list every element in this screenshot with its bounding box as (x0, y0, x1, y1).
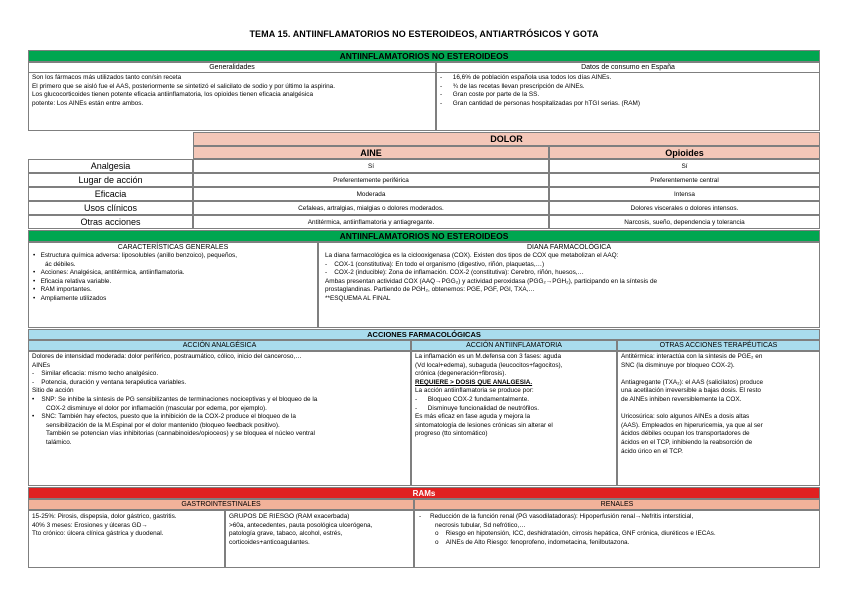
renales-box (414, 510, 820, 568)
dolor-row-label: Otras acciones (28, 215, 193, 229)
otras-line: SNC (la disminuye por bloqueo COX-2). (621, 361, 735, 369)
caracteristicas-box (28, 242, 318, 328)
dolor-row (28, 173, 820, 187)
analgesica-line: • SNC: También hay efectos, puesto que la inhibición de la COX-2 produce el bloqueo de la (32, 413, 296, 421)
otras-line: de AINEs inhiben reversiblemente la COX. (621, 395, 742, 403)
accion-analgesica-box (28, 351, 411, 486)
generalidades-line: Los glucocorticoides tienen potente eficacia antiinflamatoria, los opioides tienen eficacia analgésica (32, 91, 314, 99)
dolor-row (28, 201, 820, 215)
consumo-item: - 16,6% de población española usa todos los días AINEs. (440, 74, 612, 81)
analgesica-line: talámico. (46, 438, 72, 446)
diana-title: DIANA FARMACOLÓGICA (526, 244, 612, 251)
dolor-row-label: Lugar de acción (28, 173, 193, 187)
diana-line: Ambas presentan actividad COX (AAQ→PGG₂) y actividad peroxidasa (PGG₂→PGH₂), participando en la síntesis de (325, 277, 658, 285)
analgesica-line: Dolores de intensidad moderada: dolor periférico, postraumático, cólico, inicio del canceroso,… (32, 353, 302, 360)
accion-antiinflamatoria-box (411, 351, 617, 486)
dolor-row-label: Analgesia (28, 159, 193, 173)
otras-line: Antiagregante (TXA₂): el AAS (salicilatos) produce (621, 378, 764, 386)
diana-line: La diana farmacológica es la ciclooxigenasa (COX). Existen dos tipos de COX que metabolizan el AAQ: (325, 252, 619, 259)
dolor-row-aine: Preferentemente periférica (193, 173, 549, 187)
dolor-row-aine: Moderada (193, 187, 549, 201)
ram-header: RAMs (28, 487, 820, 499)
document-title: TEMA 15. ANTIINFLAMATORIOS NO ESTEROIDEOS, ANTIARTRÓSICOS Y GOTA (249, 29, 599, 39)
dolor-row-label: Usos clínicos (28, 201, 193, 215)
analgesica-line: • SNP: Se inhibe la síntesis de PG sensibilizantes de terminaciones nociceptivas y el bloqueo de la (32, 395, 318, 403)
antiinf-line: - Bloqueo COX-2 fundamentalmente. (415, 395, 530, 403)
renales-line: necrosis tubular, Sd nefrótico,… (435, 521, 526, 529)
antiinf-line: La inflamación es un M.defensa con 3 fases: aguda (415, 353, 562, 360)
analgesica-line: - Potencia, duración y ventana terapéutica variables. (32, 378, 187, 386)
dolor-row-aine: Antitérmica, antiinflamatoria y antiagregante. (193, 215, 549, 229)
otras-line: ácido úrico en el TCP. (621, 447, 683, 455)
consumo-title: Datos de consumo en España (437, 63, 819, 73)
dolor-row-opioides: Sí (549, 159, 820, 173)
consumo-item: - Gran coste por parte de la SS. (440, 91, 540, 99)
renales-line: o Riesgo en hipotensión, ICC, deshidratación, cirrosis hepática, GNF crónica, diuréticos e IECAs. (435, 530, 716, 538)
otras-line: ácidos débiles ocupan los transportadores de (621, 430, 750, 438)
consumo-box (436, 62, 820, 131)
accion-antiinflamatoria-title: ACCIÓN ANTIINFLAMATORIA (411, 340, 617, 351)
caracteristica-item: • Eficacia relativa variable. (33, 277, 112, 285)
caracteristica-item: • RAM importantes. (33, 286, 92, 294)
caracteristica-item: • Ampliamente utilizados (33, 294, 107, 302)
dolor-row-opioides: Preferentemente central (549, 173, 820, 187)
acciones-header: ACCIONES FARMACOLÓGICAS (28, 329, 820, 340)
renales-line: - Reducción de la función renal (PG vasodilatadoras): Hipoperfusión renal→Nefritis intersticial, (419, 513, 694, 520)
analgesica-line: Sitio de acción (32, 387, 74, 395)
diana-line: **ESQUEMA AL FINAL (325, 294, 391, 302)
otras-acciones-title: OTRAS ACCIONES TERAPÉUTICAS (617, 340, 820, 351)
diana-line: - COX-1 (constitutiva): En todo el organismo (digestivo, riñón, plaquetas,…) (325, 260, 545, 268)
diana-box (318, 242, 820, 328)
gastro-line: 15-25%: Pirosis, dispepsia, dolor gástrico, gastritis. (32, 513, 177, 520)
analgesica-line: - Similar eficacia: mismo techo analgésico. (32, 370, 159, 378)
analgesica-line: sensibilización de la M.Espinal por el dolor mantenido (bloqueo feedback positivo). (46, 421, 280, 429)
generalidades-line: potente: Los AINEs están entre ambos. (32, 99, 144, 107)
dolor-col-aine: AINE (193, 146, 549, 159)
caracteristicas-title: CARACTERÍSTICAS GENERALES (117, 244, 229, 251)
otras-line: Uricosúrica: solo algunos AINEs a dosis altas (621, 413, 750, 421)
caracteristica-item: • Estructura química adversa: liposolubles (anillo benzoico), pequeños, (33, 252, 238, 259)
dolor-header: DOLOR (193, 132, 820, 146)
gastro-line: 40% 3 meses: Erosiones y úlceras GD→ (32, 521, 148, 529)
analgesica-line: También se potencian vías inhibitorias (cannabinoides/opioceos) y se bloquea el núcleo ventral (46, 430, 315, 438)
otras-line: ácidos en el TCP, inhibiendo la reabsorción de (621, 438, 753, 446)
dolor-col-opioides: Opioides (549, 146, 820, 159)
generalidades-line: Son los fármacos más utilizados tanto con/sin receta (32, 74, 182, 81)
diana-line: - COX-2 (inducible): Zona de inflamación. COX-2 (constitutiva): Cerebro, riñón, huesos,… (325, 269, 584, 277)
caracteristica-item: • Acciones: Analgésica, antitérmica, antiinflamatoria. (33, 269, 185, 277)
dolor-row (28, 187, 820, 201)
caracteristica-item: ác débiles. (45, 260, 76, 268)
dolor-row-label: Eficacia (28, 187, 193, 201)
riesgo-line: >60a, antecedentes, pauta posológica ulcerógena, (229, 521, 373, 529)
dolor-row-aine: Sí (193, 159, 549, 173)
analgesica-line: COX-2 disminuye el dolor por inflamación (mascular por edema, por ejemplo). (46, 404, 267, 412)
antiinf-line: - Disminuye funcionalidad de neutrófilos. (415, 404, 539, 412)
riesgo-line: corticoides+anticoagulantes. (229, 538, 310, 546)
dolor-row (28, 159, 820, 173)
accion-analgesica-title: ACCIÓN ANALGÉSICA (28, 340, 411, 351)
renales-title: RENALES (414, 499, 820, 510)
riesgo-line: patología grave, tabaco, alcohol, estrés, (229, 530, 343, 538)
dolor-rows (28, 159, 820, 229)
otras-line: (AAS). Empleados en hiperuricemia, ya que al ser (621, 421, 763, 429)
otras-line: Antitérmica: interactúa con la síntesis de PGE₂ en (621, 353, 763, 360)
otras-acciones-box (617, 351, 820, 486)
section1-header: ANTIINFLAMATORIOS NO ESTEROIDEOS (28, 50, 820, 62)
generalidades-box (28, 62, 436, 131)
renales-line: o AINEs de Alto Riesgo: fenoprofeno, indometacina, fenilbutazona. (435, 538, 630, 546)
dolor-row-aine: Cefaleas, artralgias, mialgias o dolores moderados. (193, 201, 549, 215)
consumo-item: - Gran cantidad de personas hospitalizadas por hTGI serias. (RAM) (440, 99, 640, 107)
generalidades-line: El primero que se aisló fue el AAS, posteriormente se sintetizó el salicilato de sodio y por último la aspirina. (32, 82, 335, 90)
generalidades-title: Generalidades (29, 63, 435, 73)
dolor-row-opioides: Narcosis, sueño, dependencia y tolerancia (549, 215, 820, 229)
dolor-row-opioides: Intensa (549, 187, 820, 201)
dolor-row (28, 215, 820, 229)
diana-line: prostaglandinas. Partiendo de PGH₂, obtenemos: PGE, PGF, PGI, TXA,… (325, 286, 535, 294)
gastro-left-box (28, 510, 225, 568)
dolor-row-opioides: Dolores viscerales o dolores intensos. (549, 201, 820, 215)
consumo-item: - ¾ de las recetas llevan prescripción de AINEs. (440, 82, 585, 90)
section2-header: ANTIINFLAMATORIOS NO ESTEROIDEOS (28, 230, 820, 242)
antiinf-line: La acción antiinflamatoria se produce por: (415, 387, 534, 395)
otras-line (621, 370, 816, 379)
antiinf-line: Es más eficaz en fase aguda y mejora la (415, 413, 531, 421)
analgesica-line: AINEs (32, 361, 51, 369)
otras-line (621, 405, 816, 414)
antiinf-line: sintomatología de lesiones crónicas sin alterar el (415, 421, 553, 429)
riesgo-line: GRUPOS DE RIESGO (RAM exacerbada) (229, 513, 350, 520)
gastro-riesgo-box (225, 510, 414, 568)
antiinf-line: progreso (tto sintomático) (415, 430, 488, 438)
antiinf-line: (Vd local+edema), subaguda (leucocitos+fagocitos), (415, 361, 563, 369)
gastro-title: GASTROINTESTINALES (28, 499, 414, 510)
otras-line: una acetilación irreversible a bajas dosis. El resto (621, 387, 761, 395)
antiinf-line: REQUIERE > DOSIS QUE ANALGESIA. (415, 378, 533, 386)
gastro-line: Tto crónico: úlcera clínica gástrica y duodenal. (32, 530, 164, 538)
antiinf-line: crónica (degeneración+fibrosis). (415, 370, 507, 378)
